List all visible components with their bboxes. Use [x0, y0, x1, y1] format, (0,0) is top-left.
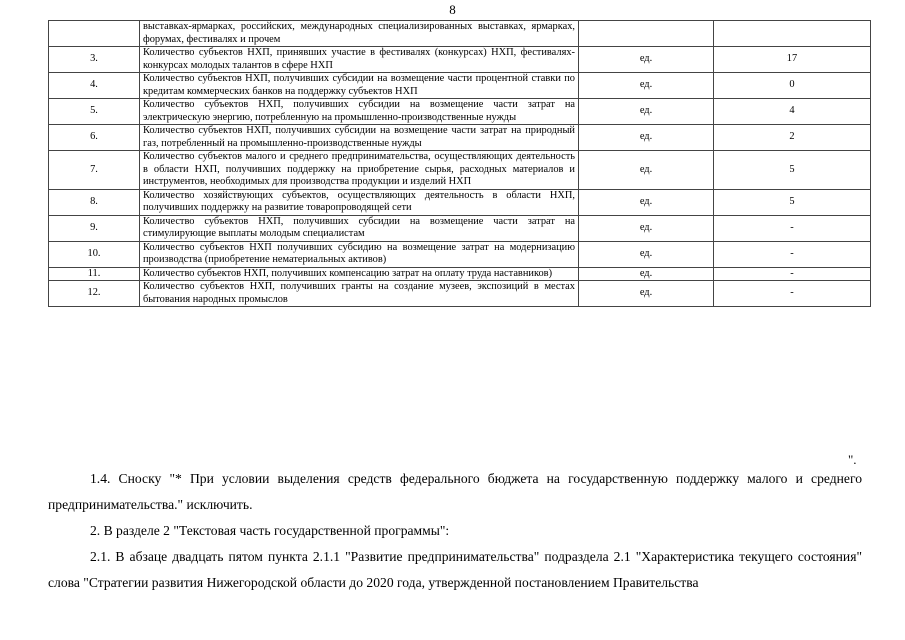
table-row — [49, 189, 871, 215]
paragraph-section-2: 2. В разделе 2 "Текстовая часть государственной программы": — [90, 523, 450, 538]
row-description-cell: Количество субъектов НХП, принявших участие в фестивалях (конкурсах) НХП, фестивалях-конкурсах молодых талантов в сфере НХП — [140, 47, 579, 73]
table-row — [49, 21, 871, 47]
row-value-cell: 5 — [714, 151, 871, 190]
row-unit-cell: ед. — [579, 241, 714, 267]
table-row — [49, 99, 871, 125]
row-value-cell — [714, 21, 871, 47]
page-number: 8 — [449, 2, 456, 17]
row-unit-cell: ед. — [579, 73, 714, 99]
row-number-cell: 5. — [49, 99, 140, 125]
row-value-cell: 4 — [714, 99, 871, 125]
row-description-cell: Количество субъектов НХП, получивших субсидии на возмещение части затрат на стимулирующие выплаты молодым специалистам — [140, 215, 579, 241]
row-description-cell: Количество субъектов НХП получивших субсидию на возмещение затрат на модернизацию производства (приобретение нематериальных активов) — [140, 241, 579, 267]
row-number-cell: 3. — [49, 47, 140, 73]
table-row — [49, 241, 871, 267]
row-number-cell: 7. — [49, 151, 140, 190]
row-description-cell: Количество субъектов НХП, получивших субсидии на возмещение части затрат на природный газ, потребленный на промышленно-производственные нужды — [140, 125, 579, 151]
table-row — [49, 73, 871, 99]
row-unit-cell: ед. — [579, 151, 714, 190]
row-value-cell: - — [714, 241, 871, 267]
row-unit-cell: ед. — [579, 281, 714, 307]
row-description-cell: Количество субъектов НХП, получивших гранты на создание музеев, экспозиций в местах бытования народных промыслов — [140, 281, 579, 307]
table-row — [49, 281, 871, 307]
row-number-cell: 9. — [49, 215, 140, 241]
row-unit-cell: ед. — [579, 99, 714, 125]
row-unit-cell: ед. — [579, 267, 714, 281]
row-number-cell: 10. — [49, 241, 140, 267]
row-number-cell — [49, 21, 140, 47]
row-value-cell: 2 — [714, 125, 871, 151]
row-number-cell: 6. — [49, 125, 140, 151]
paragraph-footnote-removal: 1.4. Сноску "* При условии выделения средств федерального бюджета на государственную поддержку малого и среднего предпринимательства." исключить. — [48, 471, 862, 512]
table-row — [49, 267, 871, 281]
row-unit-cell: ед. — [579, 47, 714, 73]
row-unit-cell: ед. — [579, 125, 714, 151]
row-value-cell: 0 — [714, 73, 871, 99]
table-row — [49, 151, 871, 190]
row-description-cell: Количество субъектов малого и среднего предпринимательства, осуществляющих деятельность в области НХП, получивших поддержку на приобретение сырья, расходных материалов и инструментов, необходимых для производства продукции и изделий НХП — [140, 151, 579, 190]
row-description-cell: Количество хозяйствующих субъектов, осуществляющих деятельность в области НХП, получивших поддержку на развитие товаропроводящей сети — [140, 189, 579, 215]
row-value-cell: - — [714, 281, 871, 307]
indicators-table-body — [49, 21, 871, 307]
closing-quote: ". — [848, 452, 857, 467]
row-unit-cell: ед. — [579, 215, 714, 241]
row-number-cell: 11. — [49, 267, 140, 281]
table-row — [49, 215, 871, 241]
row-value-cell: - — [714, 267, 871, 281]
row-unit-cell: ед. — [579, 189, 714, 215]
row-description-cell: Количество субъектов НХП, получивших компенсацию затрат на оплату труда наставников) — [140, 267, 579, 281]
indicators-table — [48, 20, 871, 307]
paragraph-section-2-1: 2.1. В абзаце двадцать пятом пункта 2.1.1 "Развитие предпринимательства" подраздела 2.1 "Характеристика текущего состояния" слова "Стратегии развития Нижегородской области до 2020 года, утвержденной постановлением Правительства — [48, 549, 862, 590]
row-number-cell: 12. — [49, 281, 140, 307]
row-value-cell: 17 — [714, 47, 871, 73]
row-description-cell: выставках-ярмарках, российских, международных специализированных выставках, ярмарках, форумах, фестивалях и прочем — [140, 21, 579, 47]
row-number-cell: 8. — [49, 189, 140, 215]
table-row — [49, 47, 871, 73]
row-value-cell: 5 — [714, 189, 871, 215]
row-description-cell: Количество субъектов НХП, получивших субсидии на возмещение части процентной ставки по кредитам коммерческих банков на поддержку субъектов НХП — [140, 73, 579, 99]
table-row — [49, 125, 871, 151]
row-number-cell: 4. — [49, 73, 140, 99]
row-value-cell: - — [714, 215, 871, 241]
row-description-cell: Количество субъектов НХП, получивших субсидии на возмещение части затрат на электрическую энергию, потребленную на промышленно-производственные нужды — [140, 99, 579, 125]
row-unit-cell — [579, 21, 714, 47]
